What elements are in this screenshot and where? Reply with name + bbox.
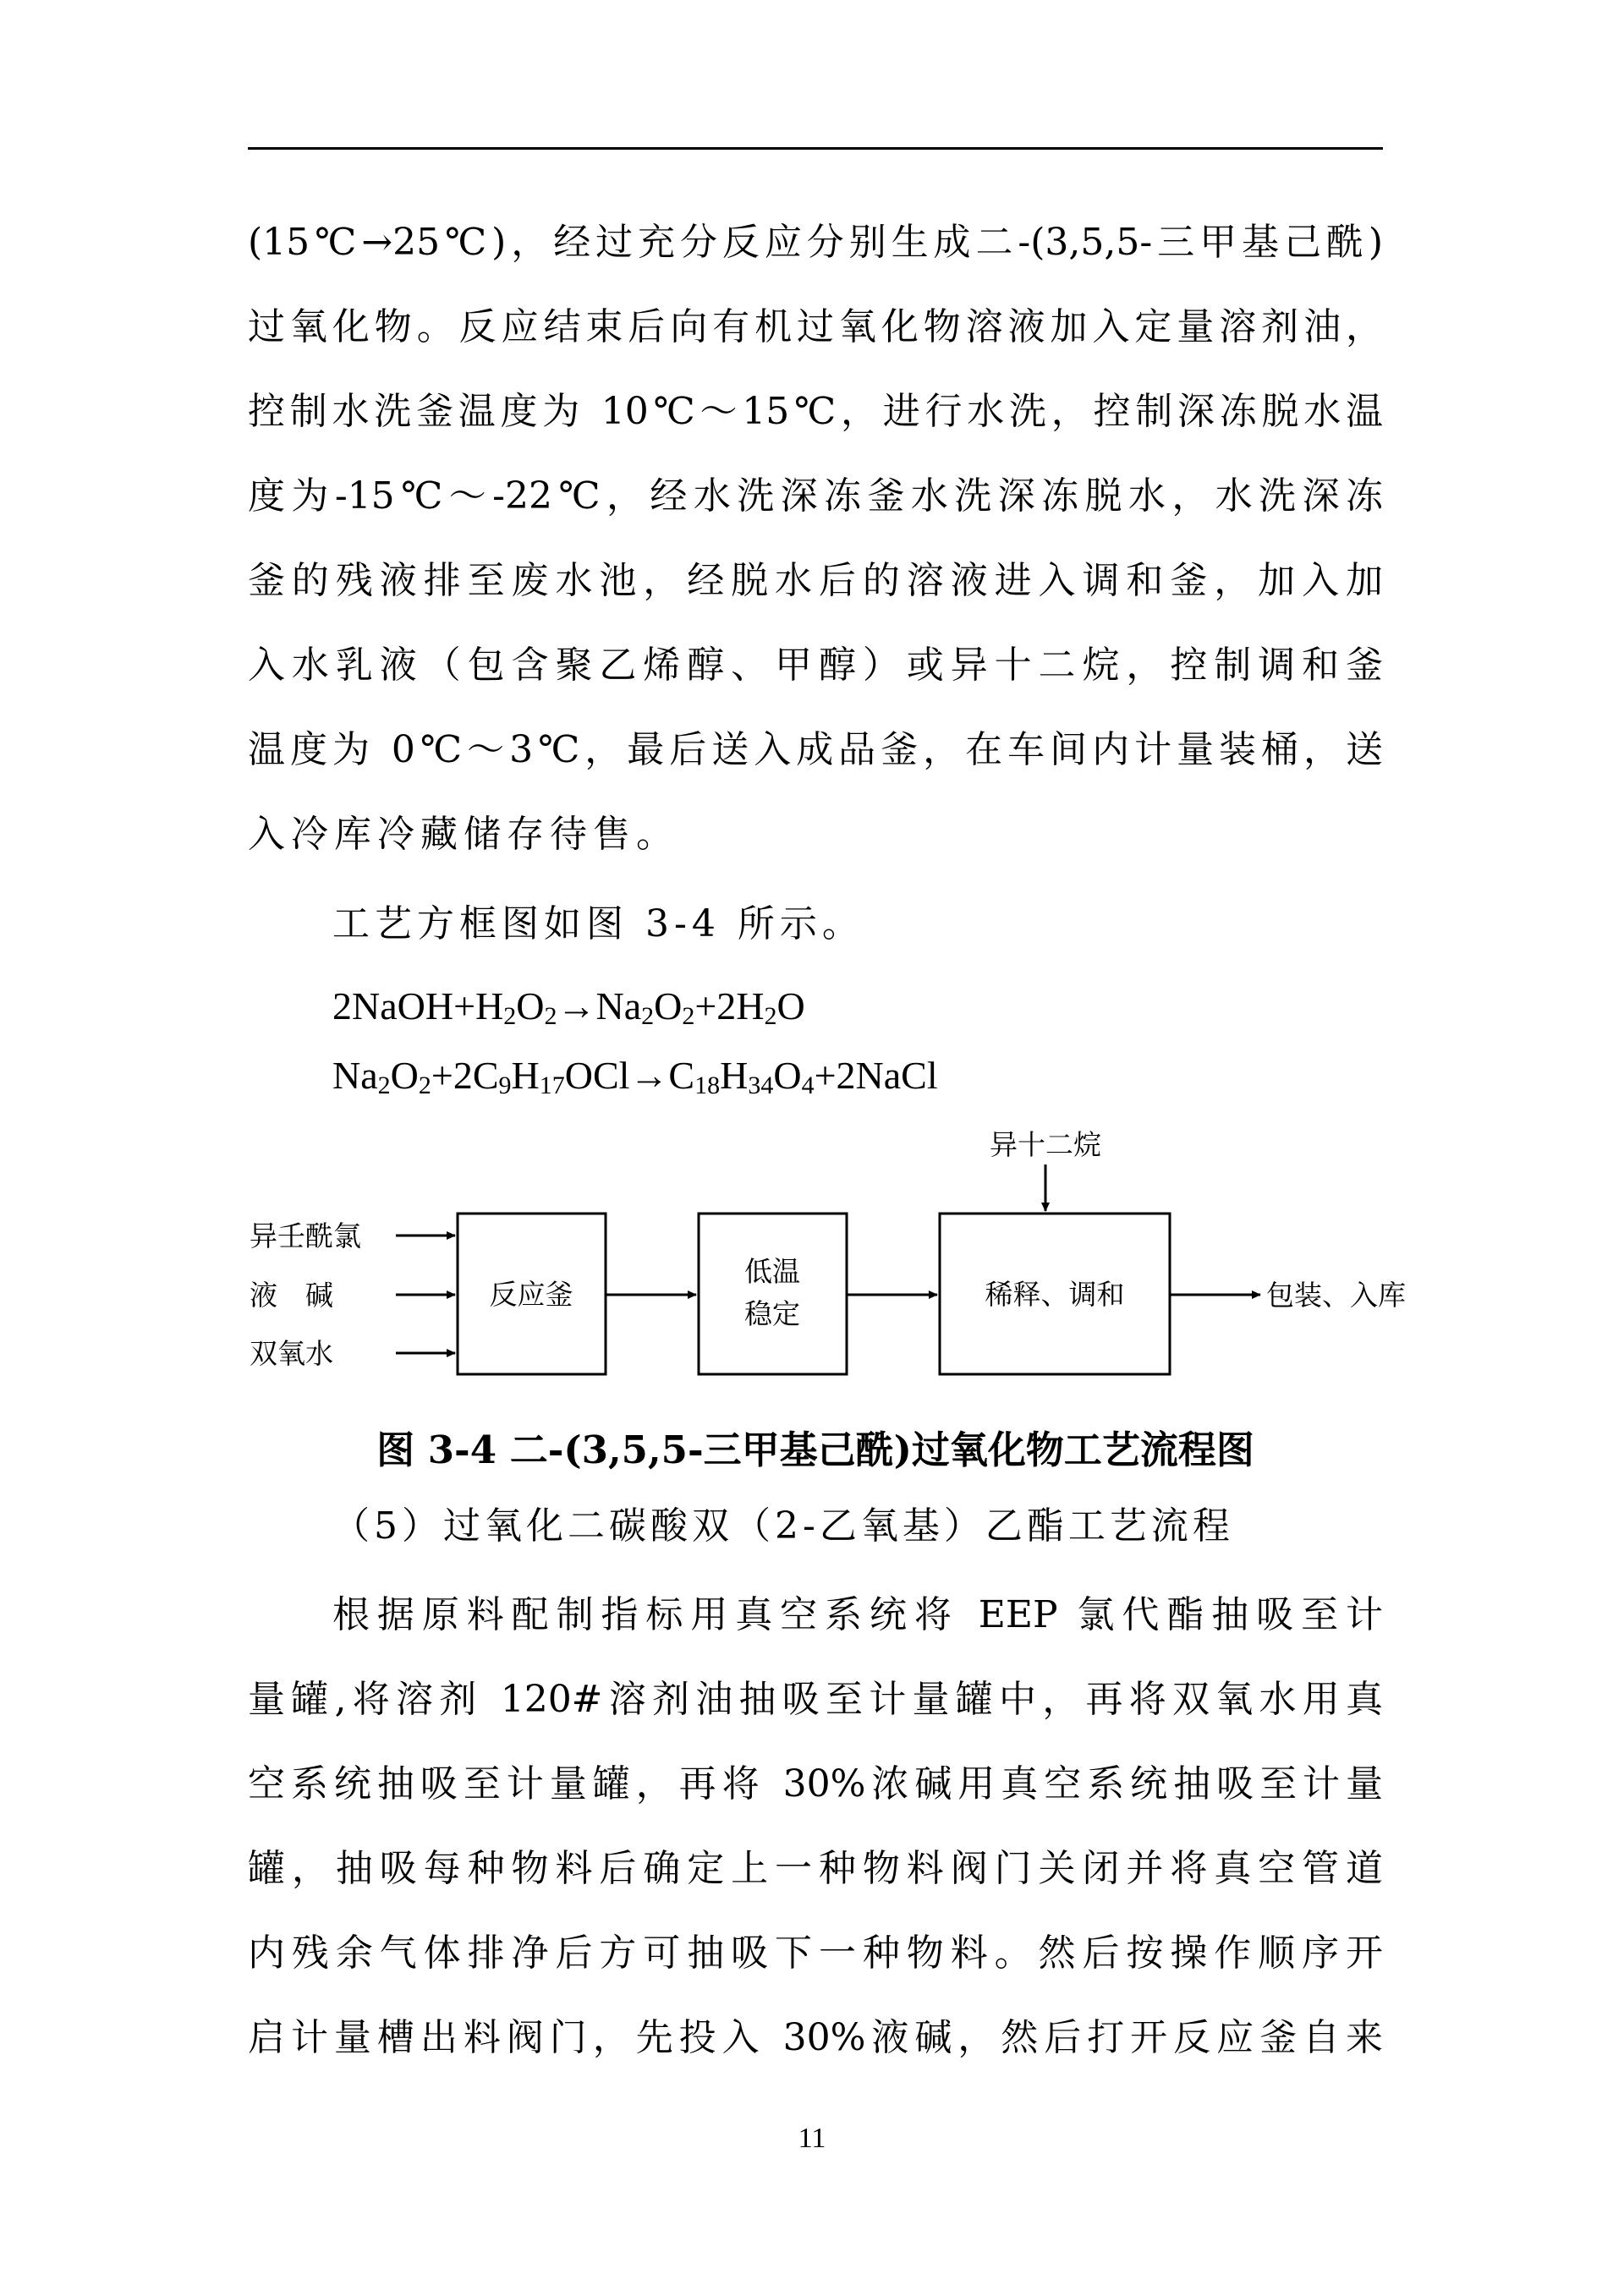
process-flow-diagram: [0, 1121, 1624, 1400]
paragraph-line: 过氧化物。反应结束后向有机过氧化物溶液加入定量溶剂油，: [248, 305, 1383, 348]
equation-1: [332, 973, 805, 1040]
flow-intro: 工艺方框图如图 3-4 所示。: [332, 902, 864, 945]
paragraph-line: 根据原料配制指标用真空系统将 EEP 氯代酯抽吸至计: [332, 1593, 1383, 1636]
equation-text: O: [390, 1054, 419, 1097]
equation-subscript: 34: [748, 1071, 774, 1099]
equation-text: +2NaCl: [814, 1054, 938, 1097]
equation-subscript: 2: [377, 1071, 391, 1099]
output-label: 包装、入库: [1266, 1279, 1406, 1312]
equation-text: H: [720, 1054, 749, 1097]
paragraph-line: 度为-15℃～-22℃，经水洗深冻釜水洗深冻脱水，水洗深冻: [248, 474, 1383, 518]
equation-subscript: 4: [801, 1071, 815, 1099]
paragraph-line: (15℃→25℃)，经过充分反应分别生成二-(3,5,5-三甲基己酰): [248, 221, 1383, 264]
paragraph-line: 罐，抽吸每种物料后确定上一种物料阀门关闭并将真空管道: [248, 1847, 1383, 1890]
equation-text: +2H: [694, 984, 765, 1027]
equation-subscript: 2: [503, 1002, 517, 1030]
equation-text: +2C: [431, 1054, 499, 1097]
equation-text: O: [773, 1054, 802, 1097]
equation-text: OCl→C: [564, 1054, 695, 1097]
equation-text: O: [654, 984, 683, 1027]
equation-text: O: [776, 984, 805, 1027]
equation-subscript: 18: [694, 1071, 721, 1099]
figure-caption: 图 3-4 二-(3,5,5-三甲基己酰)过氧化物工艺流程图: [376, 1427, 1254, 1472]
equation-2: [332, 1042, 938, 1110]
header-rule: [248, 147, 1383, 150]
equation-subscript: 2: [418, 1071, 431, 1099]
equation-subscript: 2: [764, 1002, 777, 1030]
input-label: 双氧水: [250, 1337, 333, 1370]
equation-text: H: [511, 1054, 540, 1097]
paragraph-line: 启计量槽出料阀门，先投入 30%液碱，然后打开反应釜自来: [248, 2016, 1383, 2059]
top-input-label: 异十二烷: [990, 1128, 1101, 1161]
paragraph-line: 空系统抽吸至计量罐，再将 30%浓碱用真空系统抽吸至计量: [248, 1762, 1383, 1806]
equation-subscript: 2: [682, 1002, 695, 1030]
input-label: 液 碱: [250, 1279, 333, 1312]
input-label: 异壬酰氯: [250, 1219, 361, 1252]
paragraph-line: 量罐,将溶剂 120#溶剂油抽吸至计量罐中，再将双氧水用真: [248, 1678, 1383, 1721]
paragraph-line: 温度为 0℃～3℃，最后送入成品釜，在车间内计量装桶，送: [248, 728, 1383, 771]
equation-text: →Na: [557, 984, 642, 1027]
low-temp-box: [699, 1214, 847, 1374]
dilute-blend-label: 稀释、调和: [985, 1278, 1125, 1311]
equation-text: Na: [332, 1054, 378, 1097]
reactor-label: 反应釜: [489, 1278, 573, 1311]
paragraph-line: 釜的残液排至废水池，经脱水后的溶液进入调和釜，加入加: [248, 559, 1383, 602]
page-number: 11: [798, 2123, 826, 2154]
low-temp-label: 稳定: [744, 1297, 800, 1330]
paragraph-line: 入冷库冷藏储存待售。: [248, 813, 679, 856]
paragraph-line: 控制水洗釜温度为 10℃～15℃，进行水洗，控制深冻脱水温: [248, 390, 1383, 433]
equation-text: O: [516, 984, 545, 1027]
paragraph-line: 内残余气体排净后方可抽吸下一种物料。然后按操作顺序开: [248, 1932, 1383, 1975]
equation-subscript: 2: [641, 1002, 655, 1030]
equation-subscript: 9: [498, 1071, 512, 1099]
paragraph-line: 入水乳液（包含聚乙烯醇、甲醇）或异十二烷，控制调和釜: [248, 644, 1383, 687]
section-heading: （5）过氧化二碳酸双（2-乙氧基）乙酯工艺流程: [332, 1504, 1234, 1548]
equation-subscript: 2: [544, 1002, 557, 1030]
low-temp-label: 低温: [744, 1255, 800, 1288]
equation-text: 2NaOH+H: [332, 984, 504, 1027]
equation-subscript: 17: [539, 1071, 565, 1099]
